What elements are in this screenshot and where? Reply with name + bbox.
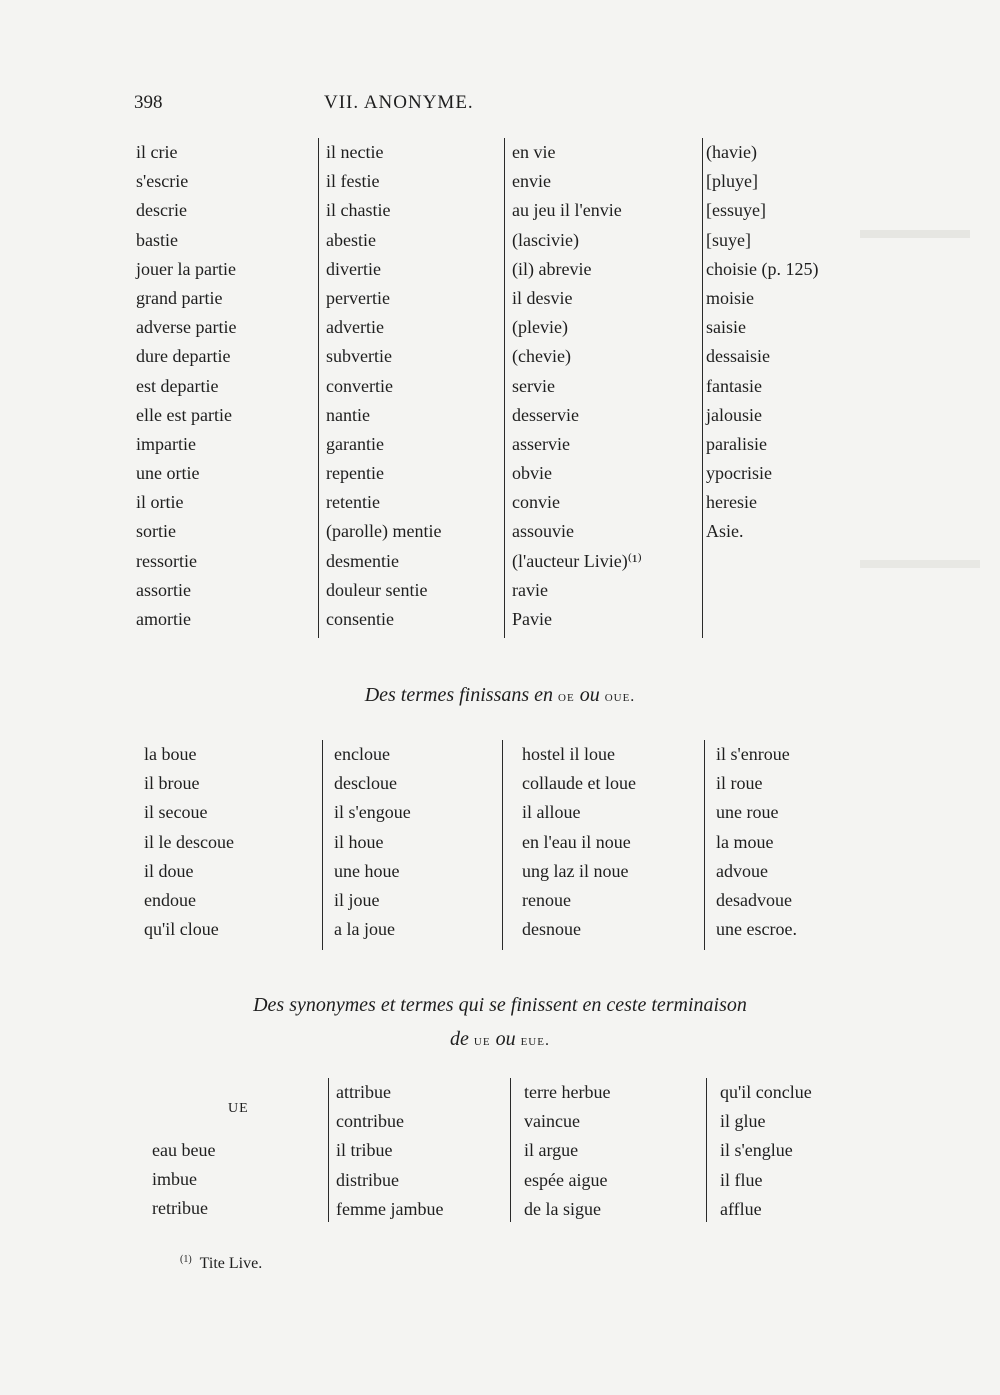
rhyme-word: (plevie) [512, 317, 568, 338]
rhyme-word: eau beue [152, 1140, 216, 1160]
rhyme-word: il alloue [522, 802, 581, 823]
rhyme-word: ypocrisie [706, 463, 772, 484]
section-heading-ue [0, 988, 1000, 1058]
rhyme-word: garantie [326, 433, 384, 454]
rhyme-word: il s'englue [720, 1140, 793, 1161]
heading-text: ou [495, 1028, 516, 1050]
rhyme-word: advoue [716, 860, 768, 881]
rhyme-word: desadvoue [716, 889, 792, 910]
rhyme-column-2 [334, 740, 503, 950]
rhyme-word: (lascivie) [512, 229, 579, 250]
rhyme-column-3 [522, 740, 705, 950]
rhyme-word: retentie [326, 492, 380, 513]
rhyme-word: descloue [334, 773, 397, 794]
rhyme-word: dure departie [136, 346, 231, 367]
rhyme-word: de la sigue [524, 1198, 601, 1219]
heading-text: de [450, 1028, 469, 1050]
rhyme-word: femme jambue [336, 1198, 444, 1219]
rhyme-word: [suye] [706, 229, 751, 250]
rhyme-word: il s'engoue [334, 802, 411, 823]
rhyme-word: subvertie [326, 346, 392, 367]
rhyme-word: imbue [152, 1169, 197, 1190]
rhyme-word: afflue [720, 1198, 762, 1219]
rhyme-word: en vie [512, 142, 556, 162]
rhyme-word: encloue [334, 744, 390, 764]
rhyme-word: il nectie [326, 142, 384, 162]
rhyme-word: fantasie [706, 375, 762, 396]
rhyme-word: une escroe. [716, 919, 797, 940]
rhyme-word: adverse partie [136, 317, 237, 338]
rhyme-word: asservie [512, 433, 570, 454]
rhyme-word: elle est partie [136, 404, 232, 425]
rhyme-word: jalousie [706, 404, 762, 425]
rhyme-word: grand partie [136, 287, 223, 308]
rhyme-word: il roue [716, 773, 763, 794]
rhyme-word: il festie [326, 171, 380, 192]
heading-line-2 [0, 1022, 1000, 1058]
rhyme-word: douleur sentie [326, 579, 428, 600]
rhyme-word: il broue [144, 773, 200, 794]
rhyme-word: en l'eau il noue [522, 831, 631, 852]
rhyme-word: Pavie [512, 609, 552, 629]
rhyme-word: abestie [326, 229, 376, 250]
rhyme-word: terre herbue [524, 1082, 611, 1102]
rhyme-word: il houe [334, 831, 384, 852]
rhyme-word: contribue [336, 1111, 404, 1132]
footnote-marker: (1) [180, 1254, 192, 1265]
rhyme-column-4 [716, 740, 886, 950]
rhyme-word: (il) abrevie [512, 258, 592, 279]
bleed-through-shadow [860, 560, 980, 568]
rhyme-word: repentie [326, 463, 384, 484]
rhyme-column-2 [336, 1078, 511, 1222]
rhyme-column-4 [706, 138, 876, 548]
rhyme-word: divertie [326, 258, 381, 279]
rhyme-word: assortie [136, 579, 191, 600]
heading-token: eue. [520, 1032, 550, 1049]
rhyme-word: il s'enroue [716, 744, 790, 764]
rhyme-word: au jeu il l'envie [512, 200, 622, 221]
ue-label: UE [228, 1101, 249, 1116]
rhyme-word: attribue [336, 1082, 391, 1102]
rhyme-word: nantie [326, 404, 370, 425]
rhyme-word: a la joue [334, 919, 395, 940]
rhyme-word: (l'aucteur Livie)⁽¹⁾ [512, 550, 642, 571]
rhyme-word: impartie [136, 433, 196, 454]
rhyme-word: il flue [720, 1169, 763, 1190]
rhyme-column-3 [512, 138, 703, 638]
rhyme-word: paralisie [706, 433, 767, 454]
heading-text: Des termes finissans en [364, 684, 554, 706]
rhyme-word: desnoue [522, 919, 581, 940]
rhyme-word: il joue [334, 889, 380, 910]
rhyme-word: choisie (p. 125) [706, 258, 819, 279]
page-number: 398 [134, 92, 163, 113]
rhyme-word: heresie [706, 492, 757, 513]
rhyme-word: bastie [136, 229, 178, 250]
heading-token: oe [558, 688, 575, 705]
rhyme-word: ressortie [136, 550, 197, 571]
heading-token: ue [473, 1032, 491, 1049]
rhyme-word: une ortie [136, 463, 200, 484]
rhyme-word: il tribue [336, 1140, 393, 1161]
rhyme-word: desmentie [326, 550, 399, 571]
rhyme-word: distribue [336, 1169, 399, 1190]
rhyme-word: (chevie) [512, 346, 571, 367]
rhyme-column-1 [152, 1136, 328, 1224]
rhyme-column-1 [144, 740, 323, 950]
rhyme-word: ravie [512, 579, 548, 600]
rhyme-word: une houe [334, 860, 400, 881]
rhyme-word: il chastie [326, 200, 391, 221]
rhyme-word: renoue [522, 889, 571, 910]
rhyme-column-4 [720, 1078, 890, 1222]
rhyme-word: qu'il cloue [144, 919, 219, 940]
rhyme-word: il ortie [136, 492, 184, 513]
section-heading-oe [0, 684, 1000, 707]
heading-line-1: Des synonymes et termes qui se finissent en ceste terminaison [253, 994, 747, 1016]
running-title: VII. ANONYME. [324, 92, 474, 113]
rhyme-word: saisie [706, 317, 746, 338]
rhyme-word: une roue [716, 802, 779, 823]
rhyme-word: servie [512, 375, 555, 396]
rhyme-word: il desvie [512, 287, 573, 308]
rhyme-word: est departie [136, 375, 219, 396]
rhyme-word: endoue [144, 889, 196, 910]
rhyme-word: dessaisie [706, 346, 770, 367]
bleed-through-shadow [860, 230, 970, 238]
rhyme-word: consentie [326, 609, 394, 629]
rhyme-word: convertie [326, 375, 393, 396]
rhyme-word: espée aigue [524, 1169, 608, 1190]
rhyme-word: desservie [512, 404, 579, 425]
heading-text: ou [579, 684, 600, 706]
rhyme-word: pervertie [326, 287, 390, 308]
rhyme-column-1-spacer [152, 1078, 329, 1222]
rhyme-column-1 [136, 138, 319, 638]
rhyme-word: il doue [144, 860, 194, 881]
rhyme-word: hostel il loue [522, 744, 615, 764]
rhyme-word: (parolle) mentie [326, 521, 442, 542]
rhyme-word: jouer la partie [136, 258, 236, 279]
rhyme-word: [essuye] [706, 200, 766, 221]
rhyme-word: retribue [152, 1198, 208, 1219]
rhyme-word: qu'il conclue [720, 1082, 812, 1102]
rhyme-word: il argue [524, 1140, 579, 1161]
rhyme-word: la moue [716, 831, 774, 852]
rhyme-word: Asie. [706, 521, 744, 542]
rhyme-word: il crie [136, 142, 178, 162]
rhyme-word: il glue [720, 1111, 766, 1132]
footnote [180, 1254, 262, 1273]
rhyme-word: (havie) [706, 142, 757, 162]
rhyme-word: collaude et loue [522, 773, 636, 794]
rhyme-word: convie [512, 492, 560, 513]
rhyme-word: assouvie [512, 521, 574, 542]
rhyme-word: descrie [136, 200, 187, 221]
rhyme-word: [pluye] [706, 171, 758, 192]
rhyme-word: advertie [326, 317, 384, 338]
rhyme-word: obvie [512, 463, 552, 484]
rhyme-word: ung laz il noue [522, 860, 629, 881]
rhyme-word: vaincue [524, 1111, 580, 1132]
footnote-text: Tite Live. [199, 1255, 263, 1272]
rhyme-word: moisie [706, 287, 754, 308]
rhyme-word: il le descoue [144, 831, 234, 852]
rhyme-word: la boue [144, 744, 197, 764]
page-header [134, 92, 894, 122]
rhyme-word: envie [512, 171, 551, 192]
rhyme-word: il secoue [144, 802, 208, 823]
rhyme-word: s'escrie [136, 171, 189, 192]
rhyme-word: sortie [136, 521, 176, 542]
rhyme-column-3 [524, 1078, 707, 1222]
rhyme-column-2 [326, 138, 505, 638]
rhyme-word: amortie [136, 609, 191, 629]
heading-token: oue. [604, 688, 636, 705]
